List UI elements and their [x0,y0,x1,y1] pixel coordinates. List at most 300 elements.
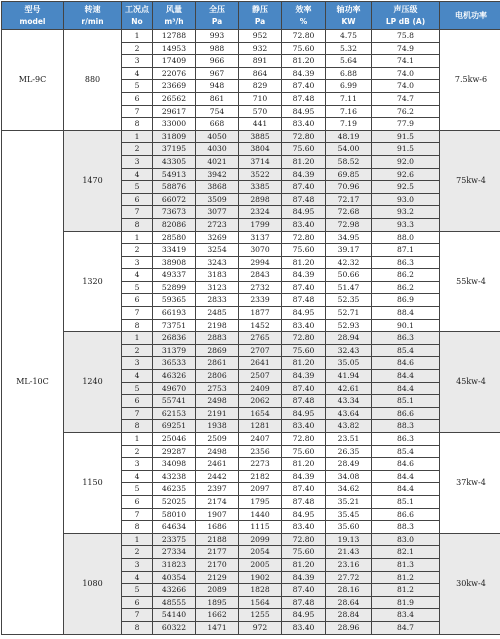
static-pressure-cell: 3385 [239,181,282,194]
static-pressure-cell: 2097 [239,483,282,496]
airflow-cell: 26836 [153,332,196,345]
airflow-cell: 40354 [153,571,196,584]
airflow-cell: 31823 [153,558,196,571]
table-row [2,332,500,345]
total-pressure-cell: 2461 [196,458,239,471]
total-pressure-cell: 2833 [196,294,239,307]
sound-level-cell: 83.4 [372,609,440,622]
sound-level-cell: 86.3 [372,433,440,446]
static-pressure-cell: 864 [239,67,282,80]
table-row [2,433,500,446]
shaft-power-cell: 54.00 [326,143,372,156]
total-pressure-cell: 993 [196,30,239,43]
airflow-cell: 73673 [153,206,196,219]
point-no-cell: 5 [122,80,153,93]
efficiency-cell: 87.48 [282,294,326,307]
point-no-cell: 4 [122,67,153,80]
total-pressure-cell: 2191 [196,407,239,420]
static-pressure-cell: 932 [239,42,282,55]
motor-power-cell: 37kw-4 [440,433,500,534]
static-pressure-cell: 1440 [239,508,282,521]
total-pressure-cell: 2883 [196,332,239,345]
total-pressure-cell: 4021 [196,155,239,168]
total-pressure-cell: 2806 [196,370,239,383]
shaft-power-cell: 6.99 [326,80,372,93]
total-pressure-cell: 2170 [196,558,239,571]
column-header-unit: LP dB (A) [385,16,426,26]
efficiency-cell: 84.39 [282,67,326,80]
total-pressure-cell: 3509 [196,193,239,206]
total-pressure-cell: 3868 [196,181,239,194]
total-pressure-cell: 1907 [196,508,239,521]
total-pressure-cell: 1895 [196,596,239,609]
sound-level-cell: 85.1 [372,495,440,508]
shaft-power-cell: 7.19 [326,118,372,131]
column-header-label: 型号 [24,4,41,14]
total-pressure-cell: 2129 [196,571,239,584]
shaft-power-cell: 43.64 [326,407,372,420]
shaft-power-cell: 26.35 [326,445,372,458]
airflow-cell: 46235 [153,483,196,496]
motor-power-cell: 30kw-4 [440,533,500,634]
column-header-label: 工况点 [125,4,149,14]
shaft-power-cell: 50.66 [326,269,372,282]
total-pressure-cell: 1686 [196,521,239,534]
airflow-cell: 43305 [153,155,196,168]
sound-level-cell: 85.4 [372,344,440,357]
sound-level-cell: 82.1 [372,546,440,559]
shaft-power-cell: 23.16 [326,558,372,571]
static-pressure-cell: 2765 [239,332,282,345]
airflow-cell: 59365 [153,294,196,307]
sound-level-cell: 85.1 [372,395,440,408]
sound-level-cell: 74.1 [372,55,440,68]
sound-level-cell: 77.9 [372,118,440,131]
table-row [2,30,500,43]
point-no-cell: 8 [122,621,153,634]
total-pressure-cell: 2753 [196,382,239,395]
efficiency-cell: 81.20 [282,55,326,68]
shaft-power-cell: 35.45 [326,508,372,521]
point-no-cell: 7 [122,407,153,420]
point-no-cell: 8 [122,420,153,433]
efficiency-cell: 84.39 [282,168,326,181]
point-no-cell: 1 [122,332,153,345]
total-pressure-cell: 988 [196,42,239,55]
airflow-cell: 58876 [153,181,196,194]
sound-level-cell: 84.6 [372,458,440,471]
static-pressure-cell: 1795 [239,495,282,508]
sound-level-cell: 74.9 [372,42,440,55]
column-header-unit: Pa [211,16,223,26]
total-pressure-cell: 966 [196,55,239,68]
airflow-cell: 12788 [153,30,196,43]
static-pressure-cell: 2641 [239,357,282,370]
total-pressure-cell: 967 [196,67,239,80]
efficiency-cell: 75.60 [282,344,326,357]
airflow-cell: 17409 [153,55,196,68]
total-pressure-cell: 2509 [196,433,239,446]
efficiency-cell: 87.48 [282,193,326,206]
point-no-cell: 4 [122,168,153,181]
airflow-cell: 33000 [153,118,196,131]
efficiency-cell: 87.40 [282,584,326,597]
speed-cell: 1320 [64,231,122,332]
point-no-cell: 1 [122,533,153,546]
sound-level-cell: 74.0 [372,67,440,80]
airflow-cell: 48555 [153,596,196,609]
total-pressure-cell: 2485 [196,307,239,320]
static-pressure-cell: 710 [239,92,282,105]
efficiency-cell: 87.40 [282,181,326,194]
sound-level-cell: 86.6 [372,407,440,420]
point-no-cell: 3 [122,55,153,68]
efficiency-cell: 72.80 [282,231,326,244]
point-header [122,2,153,30]
total-pressure-cell: 3077 [196,206,239,219]
total-pressure-cell: 1662 [196,609,239,622]
static-pressure-header [239,2,282,30]
motor-power-cell: 7.5kw-6 [440,30,500,131]
airflow-cell: 54913 [153,168,196,181]
point-no-cell: 2 [122,344,153,357]
static-pressure-cell: 441 [239,118,282,131]
efficiency-cell: 87.40 [282,281,326,294]
fan-performance-table [1,1,500,635]
efficiency-cell: 81.20 [282,357,326,370]
efficiency-cell: 72.80 [282,533,326,546]
efficiency-cell: 84.95 [282,307,326,320]
column-header-unit: r/min [81,16,104,26]
total-pressure-cell: 3942 [196,168,239,181]
point-no-cell: 6 [122,495,153,508]
point-no-cell: 4 [122,470,153,483]
shaft-power-cell: 34.08 [326,470,372,483]
airflow-cell: 22076 [153,67,196,80]
sound-level-cell: 92.6 [372,168,440,181]
speed-cell: 1150 [64,433,122,534]
efficiency-cell: 87.48 [282,92,326,105]
efficiency-cell: 72.80 [282,332,326,345]
airflow-cell: 31809 [153,130,196,143]
airflow-cell: 14953 [153,42,196,55]
efficiency-cell: 75.60 [282,244,326,257]
point-no-cell: 2 [122,244,153,257]
sound-level-cell: 83.0 [372,533,440,546]
sound-level-cell: 84.6 [372,357,440,370]
point-no-cell: 4 [122,370,153,383]
efficiency-cell: 87.48 [282,596,326,609]
point-no-cell: 2 [122,42,153,55]
point-no-cell: 1 [122,130,153,143]
column-header-unit: Pa [254,16,266,26]
static-pressure-cell: 1564 [239,596,282,609]
sound-level-cell: 86.2 [372,269,440,282]
airflow-cell: 33419 [153,244,196,257]
total-pressure-cell: 2089 [196,584,239,597]
total-pressure-cell: 1471 [196,621,239,634]
motor-power-header [440,2,500,30]
model-cell: ML-9C [2,30,64,131]
sound-level-cell: 74.0 [372,80,440,93]
point-no-cell: 7 [122,206,153,219]
table-header-row [2,2,500,30]
shaft-power-cell: 52.93 [326,319,372,332]
total-pressure-cell: 2397 [196,483,239,496]
point-no-cell: 5 [122,584,153,597]
airflow-cell: 43238 [153,470,196,483]
sound-level-cell: 88.0 [372,231,440,244]
total-pressure-cell: 2174 [196,495,239,508]
efficiency-cell: 83.40 [282,420,326,433]
point-no-cell: 7 [122,105,153,118]
shaft-power-cell: 19.13 [326,533,372,546]
static-pressure-cell: 2707 [239,344,282,357]
column-header-unit: model [19,16,46,26]
static-pressure-cell: 2407 [239,433,282,446]
efficiency-header [282,2,326,30]
airflow-cell: 43266 [153,584,196,597]
point-no-cell: 6 [122,92,153,105]
shaft-power-cell: 48.19 [326,130,372,143]
sound-level-cell: 84.4 [372,382,440,395]
shaft-power-cell: 32.43 [326,344,372,357]
airflow-cell: 66193 [153,307,196,320]
shaft-power-cell: 5.32 [326,42,372,55]
point-no-cell: 6 [122,596,153,609]
efficiency-cell: 75.60 [282,42,326,55]
shaft-power-cell: 27.72 [326,571,372,584]
shaft-power-cell: 72.98 [326,218,372,231]
sound-level-cell: 92.5 [372,181,440,194]
shaft-power-cell: 39.17 [326,244,372,257]
static-pressure-cell: 2409 [239,382,282,395]
shaft-power-cell: 5.64 [326,55,372,68]
static-pressure-cell: 952 [239,30,282,43]
total-pressure-cell: 2442 [196,470,239,483]
static-pressure-cell: 570 [239,105,282,118]
column-header-unit: % [299,16,308,26]
airflow-cell: 62153 [153,407,196,420]
sound-level-cell: 81.3 [372,558,440,571]
sound-level-cell: 86.2 [372,281,440,294]
shaft-power-cell: 52.71 [326,307,372,320]
point-no-cell: 3 [122,558,153,571]
efficiency-cell: 72.80 [282,130,326,143]
point-no-cell: 8 [122,521,153,534]
total-pressure-cell: 2869 [196,344,239,357]
sound-level-cell: 86.6 [372,508,440,521]
point-no-cell: 7 [122,609,153,622]
sound-level-cell: 85.4 [372,445,440,458]
static-pressure-cell: 2182 [239,470,282,483]
speed-header [64,2,122,30]
point-no-cell: 6 [122,294,153,307]
total-pressure-cell: 4050 [196,130,239,143]
speed-cell: 880 [64,30,122,131]
point-no-cell: 6 [122,193,153,206]
point-no-cell: 4 [122,571,153,584]
shaft-power-cell: 70.96 [326,181,372,194]
efficiency-cell: 87.40 [282,80,326,93]
sound-level-cell: 75.8 [372,30,440,43]
airflow-cell: 31379 [153,344,196,357]
airflow-cell: 36533 [153,357,196,370]
shaft-power-cell: 7.11 [326,92,372,105]
static-pressure-cell: 2324 [239,206,282,219]
static-pressure-cell: 2994 [239,256,282,269]
efficiency-cell: 83.40 [282,218,326,231]
sound-level-cell: 93.2 [372,206,440,219]
sound-level-cell: 76.2 [372,105,440,118]
point-no-cell: 5 [122,181,153,194]
efficiency-cell: 81.20 [282,256,326,269]
efficiency-cell: 83.40 [282,521,326,534]
total-pressure-cell: 948 [196,80,239,93]
motor-power-cell: 45kw-4 [440,332,500,433]
point-no-cell: 7 [122,508,153,521]
sound-level-cell: 88.4 [372,307,440,320]
efficiency-cell: 84.39 [282,269,326,282]
airflow-cell: 27334 [153,546,196,559]
efficiency-cell: 75.60 [282,546,326,559]
static-pressure-cell: 2054 [239,546,282,559]
shaft-power-cell: 28.84 [326,609,372,622]
shaft-power-cell: 58.52 [326,155,372,168]
point-no-cell: 3 [122,155,153,168]
shaft-power-cell: 72.68 [326,206,372,219]
point-no-cell: 1 [122,231,153,244]
sound-level-header [372,2,440,30]
airflow-cell: 58010 [153,508,196,521]
column-header-unit: m³/h [164,16,184,26]
airflow-cell: 49670 [153,382,196,395]
efficiency-cell: 81.20 [282,155,326,168]
shaft-power-cell: 43.82 [326,420,372,433]
airflow-cell: 82086 [153,218,196,231]
efficiency-cell: 83.40 [282,621,326,634]
shaft-power-cell: 72.17 [326,193,372,206]
sound-level-cell: 86.3 [372,256,440,269]
shaft-power-cell: 43.34 [326,395,372,408]
sound-level-cell: 86.9 [372,294,440,307]
point-no-cell: 8 [122,218,153,231]
shaft-power-cell: 28.49 [326,458,372,471]
shaft-power-cell: 4.75 [326,30,372,43]
model-header [2,2,64,30]
efficiency-cell: 84.39 [282,470,326,483]
airflow-cell: 64634 [153,521,196,534]
shaft-power-cell: 51.47 [326,281,372,294]
sound-level-cell: 81.2 [372,571,440,584]
sound-level-cell: 92.0 [372,155,440,168]
sound-level-cell: 93.0 [372,193,440,206]
column-header-label: 效率 [295,4,312,14]
shaft-power-cell: 6.88 [326,67,372,80]
shaft-power-cell: 52.35 [326,294,372,307]
total-pressure-cell: 2177 [196,546,239,559]
total-pressure-cell: 3183 [196,269,239,282]
total-pressure-cell: 2188 [196,533,239,546]
static-pressure-cell: 2843 [239,269,282,282]
point-no-cell: 1 [122,30,153,43]
sound-level-cell: 81.2 [372,584,440,597]
sound-level-cell: 87.1 [372,244,440,257]
efficiency-cell: 75.60 [282,143,326,156]
efficiency-cell: 83.40 [282,118,326,131]
airflow-cell: 34098 [153,458,196,471]
column-header-label: 全压 [209,4,225,14]
total-pressure-cell: 4030 [196,143,239,156]
total-pressure-cell: 3243 [196,256,239,269]
static-pressure-cell: 2339 [239,294,282,307]
airflow-cell: 26562 [153,92,196,105]
column-header-label: 静压 [252,4,268,14]
speed-cell: 1240 [64,332,122,433]
sound-level-cell: 91.5 [372,130,440,143]
point-no-cell: 4 [122,269,153,282]
total-pressure-cell: 2861 [196,357,239,370]
efficiency-cell: 87.40 [282,483,326,496]
static-pressure-cell: 2062 [239,395,282,408]
point-no-cell: 2 [122,143,153,156]
total-pressure-cell: 3254 [196,244,239,257]
efficiency-cell: 81.20 [282,458,326,471]
table-row [2,533,500,546]
static-pressure-cell: 1828 [239,584,282,597]
sound-level-cell: 91.5 [372,143,440,156]
shaft-power-cell: 28.64 [326,596,372,609]
efficiency-cell: 84.95 [282,407,326,420]
total-pressure-cell: 3269 [196,231,239,244]
shaft-power-cell: 28.16 [326,584,372,597]
sound-level-cell: 88.3 [372,521,440,534]
static-pressure-cell: 1877 [239,307,282,320]
airflow-cell: 46326 [153,370,196,383]
efficiency-cell: 87.48 [282,495,326,508]
static-pressure-cell: 2005 [239,558,282,571]
efficiency-cell: 72.80 [282,433,326,446]
shaft-power-cell: 35.05 [326,357,372,370]
airflow-cell: 66072 [153,193,196,206]
total-pressure-header [196,2,239,30]
shaft-power-cell: 7.16 [326,105,372,118]
speed-cell: 1080 [64,533,122,634]
static-pressure-cell: 1281 [239,420,282,433]
total-pressure-cell: 2498 [196,395,239,408]
shaft-power-cell: 28.96 [326,621,372,634]
static-pressure-cell: 3714 [239,155,282,168]
point-no-cell: 8 [122,118,153,131]
efficiency-cell: 84.95 [282,609,326,622]
sound-level-cell: 84.4 [372,470,440,483]
sound-level-cell: 84.4 [372,370,440,383]
efficiency-cell: 84.95 [282,206,326,219]
sound-level-cell: 84.7 [372,621,440,634]
airflow-cell: 52025 [153,495,196,508]
airflow-cell: 29617 [153,105,196,118]
efficiency-cell: 87.48 [282,395,326,408]
total-pressure-cell: 2723 [196,218,239,231]
column-header-label: 电机功率 [455,10,487,20]
shaft-power-cell: 35.21 [326,495,372,508]
static-pressure-cell: 1255 [239,609,282,622]
airflow-cell: 23375 [153,533,196,546]
point-no-cell: 5 [122,483,153,496]
static-pressure-cell: 1654 [239,407,282,420]
point-no-cell: 3 [122,357,153,370]
airflow-cell: 69251 [153,420,196,433]
